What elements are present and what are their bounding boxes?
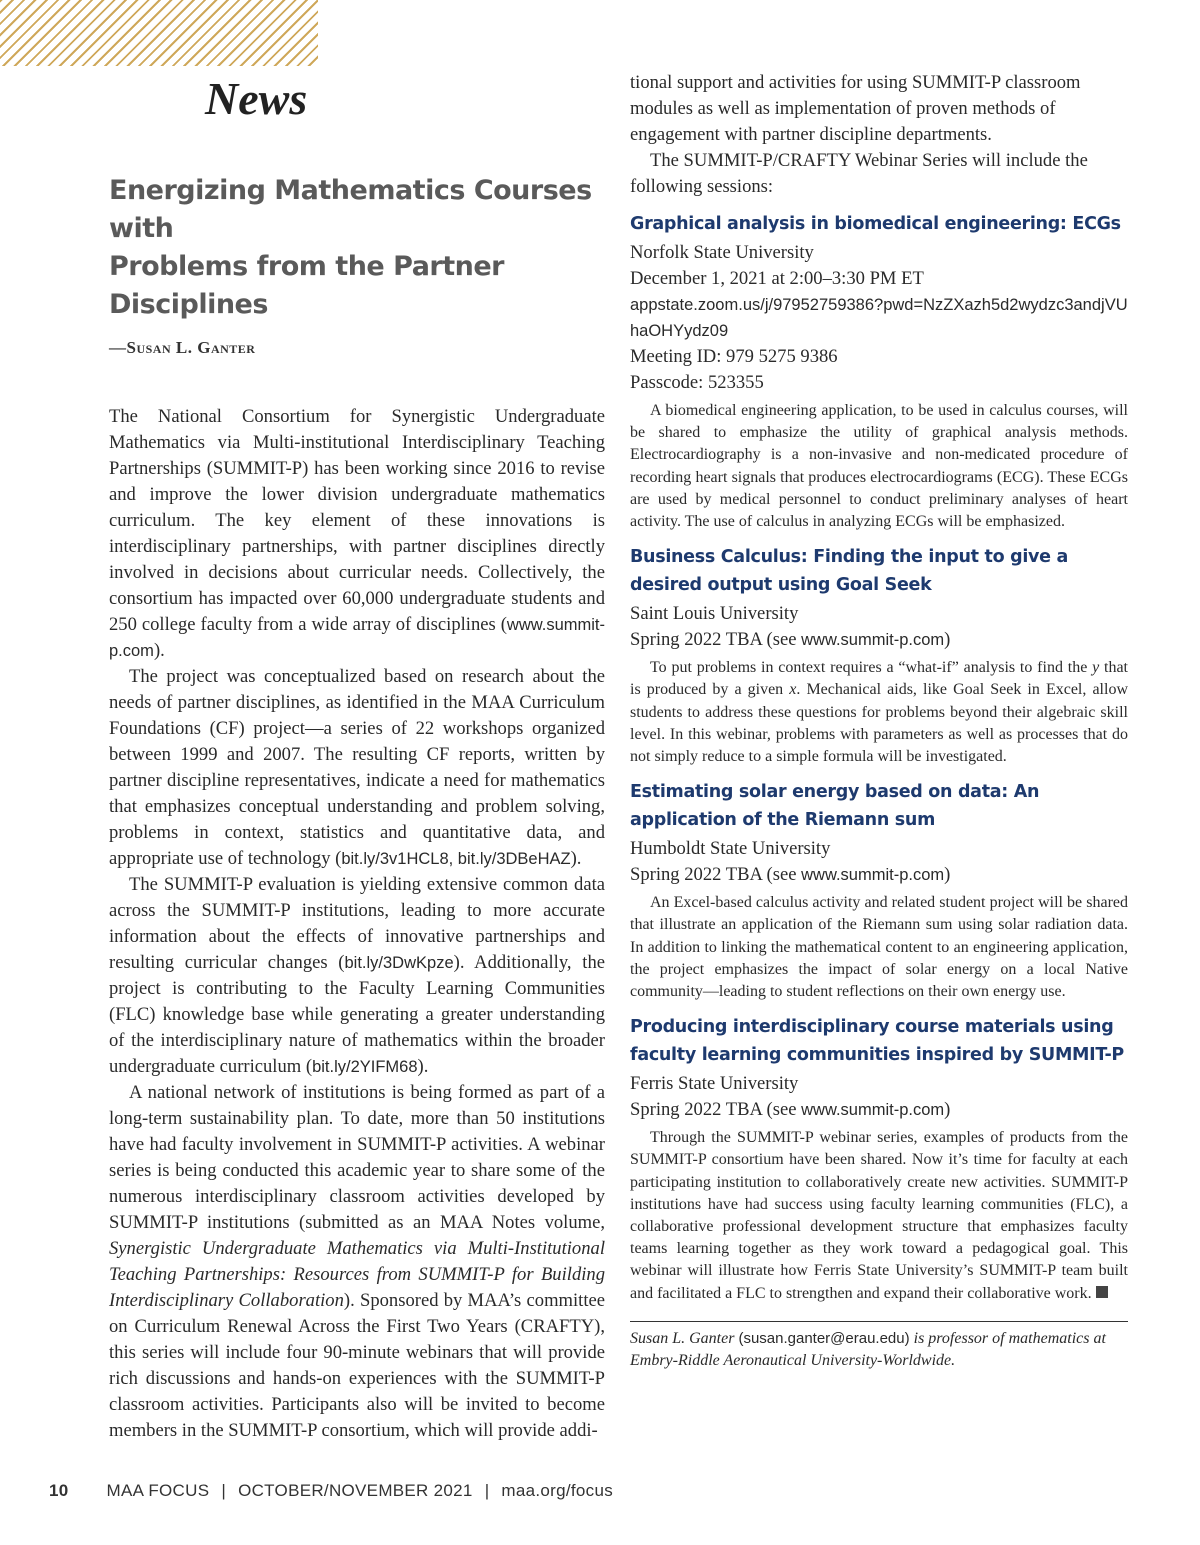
- session-date: Spring 2022 TBA (see www.summit-p.com): [630, 864, 951, 886]
- session-description: An Excel-based calculus activity and related student project will be shared that illustrate an application of the Riemann sum using solar radiation data. In addition to linking the mathematical content to an engineering application, the project emphasizes the impact of solar energy on a local Native community—leading to student reflections on their own energy use.: [630, 894, 1128, 1001]
- page-footer: [49, 1481, 613, 1501]
- link-summit-p[interactable]: www.summit-p.com: [801, 631, 945, 650]
- decorative-stripes: [0, 0, 318, 66]
- footer-separator: |: [221, 1481, 227, 1500]
- notes-volume-title: Synergistic Undergraduate Mathematics via Multi-Institutional Teaching Partnerships: Resources from SUMMIT-P for Building Interdisciplinary Collaboration: [109, 1238, 605, 1311]
- link-summit-p[interactable]: www.summit-p.com: [801, 866, 945, 885]
- right-column: [630, 70, 1128, 1372]
- session-2: [630, 543, 1128, 768]
- author-bio: [630, 1321, 1128, 1372]
- session-title: Producing interdisciplinary course materials using faculty learning communities inspired by SUMMIT-P: [630, 1017, 1124, 1066]
- session-description: Through the SUMMIT-P webinar series, examples of products from the SUMMIT-P consortium have been shared. Now it’s time for faculty at each participating institution to collaboratively create new activities. SUMMIT-P institutions have had success using faculty learning communities (FLC), a collaborative professional development structure that emphasizes faculty teams learning together as they work toward a pedagogical goal. This webinar will illustrate how Ferris State University’s SUMMIT-P team built and facilitated a FLC to strengthen and expand their collaborative work.: [630, 1129, 1128, 1302]
- session-description: A biomedical engineering application, to be used in calculus courses, will be shared to emphasize the utility of graphical analysis methods. Electrocardiography is a non-invasive and non-medicated procedure of recording heart signals that produces electrocardiograms (ECG). These ECGs are used by medical personnel to conduct preliminary analyses of heart activity. The use of calculus in analyzing ECGs will be emphasized.: [630, 402, 1128, 531]
- link-summit-p[interactable]: www.summit-p.com: [801, 1101, 945, 1120]
- article-body: [109, 404, 605, 1444]
- session-date: Spring 2022 TBA (see www.summit-p.com): [630, 629, 951, 651]
- session-description: To put problems in context requires a “what-if” analysis to find the y that is produced by a given x. Mechanical aids, like Goal Seek in Excel, allow students to address these questions for problems beyond their algebraic skill level. In this webinar, problems with parameters as well as processes that do not simply reduce to a simple formula will be investigated.: [630, 659, 1128, 766]
- link-evaluation[interactable]: bit.ly/3DwKpze: [344, 954, 454, 972]
- paragraph-4: A national network of institutions is being formed as part of a long-term sustainability plan. To date, more than 50 institutions have had faculty involvement in SUMMIT-P activities. A webinar series is being conducted this academic year to share some of the numerous interdisciplinary classroom activities developed by SUMMIT-P institutions (submitted as an MAA Notes volume, Synergistic Undergraduate Mathematics via Multi-Institutional Teaching Partnerships: Resources from SUMMIT-P for Building Interdisciplinary Collaboration). Sponsored by MAA’s committee on Curriculum Renewal Across the First Two Years (CRAFTY), this series will include four 90-minute webinars that will provide rich discussions and hands-on experiences with the SUMMIT-P classroom activities. Participants also will be invited to become members in the SUMMIT-P consortium, which will provide addi-: [109, 1082, 605, 1441]
- bio-email[interactable]: (susan.ganter@erau.edu): [738, 1329, 910, 1347]
- section-label: News: [205, 73, 308, 124]
- session-4: [630, 1013, 1128, 1305]
- article-title-line1: Energizing Mathematics Courses with: [109, 175, 592, 244]
- footer-url[interactable]: maa.org/focus: [501, 1481, 614, 1500]
- link-flc[interactable]: bit.ly/2YIFM68: [312, 1058, 418, 1076]
- paragraph-1: The National Consortium for Synergistic Undergraduate Mathematics via Multi-institutional Interdisciplinary Teaching Partnerships (SUMMIT-P) has been working since 2016 to revise and improve the lower division undergraduate mathematics curriculum. The key element of these innovations is interdisciplinary partnerships, with partner disciplines directly involved in decisions about curricular needs. Collectively, the consortium has impacted over 60,000 undergraduate students and 250 college faculty from a wide array of disciplines (www.summit-p.com).: [109, 406, 605, 661]
- left-column: [109, 172, 605, 1444]
- paragraph-4-continued: tional support and activities for using SUMMIT-P classroom modules as well as implementation of proven methods of engagement with partner discipline departments.: [630, 72, 1081, 145]
- session-title: Business Calculus: Finding the input to give a desired output using Goal Seek: [630, 547, 1068, 596]
- byline: —Susan L. Ganter: [109, 338, 256, 357]
- link-cf-reports[interactable]: bit.ly/3v1HCL8, bit.ly/3DBeHAZ: [341, 850, 571, 868]
- session-institution: Humboldt State University: [630, 838, 831, 860]
- session-institution: Norfolk State University: [630, 242, 814, 263]
- session-1: [630, 210, 1128, 533]
- session-title: Graphical analysis in biomedical engineering: ECGs: [630, 214, 1121, 234]
- link-summit-p[interactable]: www.summit-p.com: [109, 616, 605, 660]
- bio-name: Susan L. Ganter: [630, 1329, 735, 1347]
- session-institution: Ferris State University: [630, 1073, 799, 1095]
- article-continuation: [630, 70, 1128, 200]
- zoom-link[interactable]: appstate.zoom.us/j/97952759386?pwd=NzZXazh5d2wydzc3andjVUhaOHYydz09: [630, 296, 1128, 340]
- paragraph-3: The SUMMIT-P evaluation is yielding extensive common data across the SUMMIT-P institutions, leading to more accurate information about the effects of innovative partnerships and resulting curricular changes (bit.ly/3DwKpze). Additionally, the project is contributing to the Faculty Learning Communities (FLC) knowledge base while generating a greater understanding of the interdisciplinary nature of mathematics within the broader undergraduate curriculum (bit.ly/2YIFM68).: [109, 874, 605, 1077]
- publication-name: MAA FOCUS: [106, 1481, 210, 1500]
- article-title: [109, 172, 605, 324]
- session-institution: Saint Louis University: [630, 603, 799, 625]
- bio-text: is professor of mathematics at Embry-Riddle Aeronautical University-Worldwide.: [630, 1329, 1106, 1369]
- session-date: December 1, 2021 at 2:00–3:30 PM ET: [630, 268, 924, 289]
- paragraph-5: The SUMMIT-P/CRAFTY Webinar Series will include the following sessions:: [630, 150, 1088, 197]
- end-of-article-icon: [1096, 1286, 1108, 1298]
- paragraph-2: The project was conceptualized based on research about the needs of partner disciplines, as identified in the MAA Curriculum Foundations (CF) project—a series of 22 workshops organized between 1999 and 2007. The resulting CF reports, written by partner discipline representatives, indicate a need for mathematics that emphasizes conceptual understanding and problem solving, problems in context, statistics and quantitative data, and appropriate use of technology (bit.ly/3v1HCL8, bit.ly/3DBeHAZ).: [109, 666, 605, 869]
- session-date: Spring 2022 TBA (see www.summit-p.com): [630, 1099, 951, 1121]
- meeting-id: Meeting ID: 979 5275 9386: [630, 346, 838, 367]
- passcode: Passcode: 523355: [630, 372, 764, 393]
- page-number: 10: [49, 1481, 69, 1500]
- session-3: [630, 778, 1128, 1003]
- footer-separator: |: [484, 1481, 490, 1500]
- issue-date: OCTOBER/NOVEMBER 2021: [238, 1481, 473, 1500]
- session-title: Estimating solar energy based on data: An application of the Riemann sum: [630, 782, 1040, 831]
- article-title-line2: Problems from the Partner Disciplines: [109, 251, 504, 320]
